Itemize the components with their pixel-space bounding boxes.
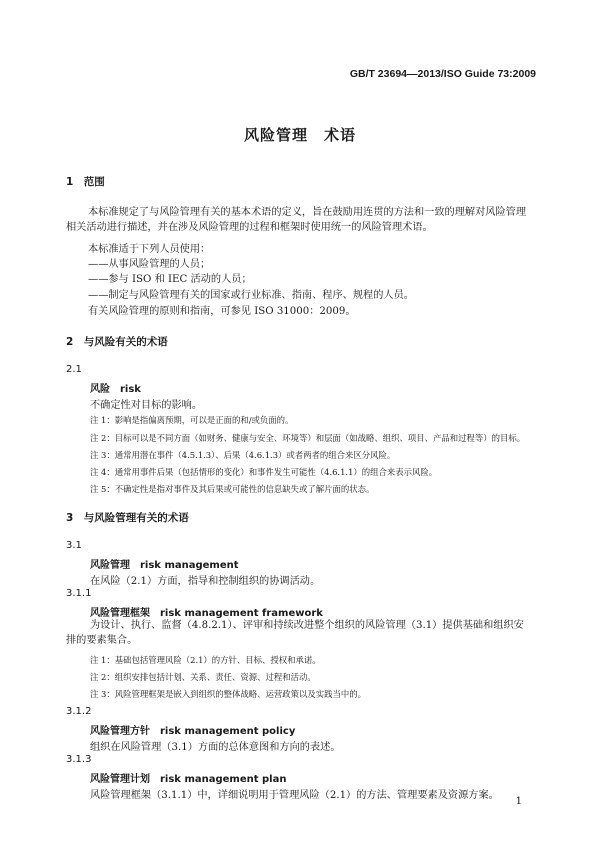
- scope-list-item: ——参与 ISO 和 IEC 活动的人员；: [88, 274, 252, 285]
- term-number: 3.1.2: [66, 706, 92, 717]
- term-definition: 为设计、执行、监督（4.8.2.1）、评审和持续改进整个组织的风险管理（3.1）提供基础和组织安排的要素集合。: [66, 620, 524, 646]
- term-risk-management-framework: 风险管理框架 risk management framework: [90, 608, 323, 619]
- term-number: 2.1: [66, 364, 82, 375]
- term-note: 注 5：不确定性是指对事件及其后果或可能性的信息缺失或了解片面的状态。: [90, 484, 375, 494]
- scope-paragraph: 本标准规定了与风险管理有关的基本术语的定义，旨在鼓励用连贯的方法和一致的理解对风险管理相关活动进行描述，并在涉及风险管理的过程和框架时使用统一的风险管理术语。: [66, 207, 527, 233]
- term-note: 注 2：目标可以是不同方面（如财务、健康与安全、环境等）和层面（如战略、组织、项目、产品和过程等）的目标。: [90, 433, 526, 443]
- term-definition: 风险管理框架（3.1.1）中，详细说明用于管理风险（2.1）的方法、管理要素及资源方案。: [90, 790, 499, 801]
- page-title: 风险管理 术语: [243, 126, 356, 144]
- term-risk: 风险 risk: [90, 384, 141, 395]
- term-risk-management-plan: 风险管理计划 risk management plan: [90, 774, 287, 785]
- scope-users-intro: 本标准适于下列人员使用：: [88, 244, 211, 255]
- standard-code-header: GB/T 23694—2013/ISO Guide 73:2009: [349, 68, 536, 80]
- term-note: 注 3：风险管理框架是嵌入到组织的整体战略、运营政策以及实践当中的。: [90, 689, 366, 699]
- term-note: 注 1：影响是指偏离预期，可以是正面的和/或负面的。: [90, 415, 294, 425]
- scope-list-item: ——从事风险管理的人员；: [88, 259, 211, 270]
- term-risk-management-policy: 风险管理方针 risk management policy: [90, 726, 296, 737]
- scope-reference: 有关风险管理的原则和指南，可参见 ISO 31000：2009。: [88, 306, 356, 317]
- term-number: 3.1.1: [66, 588, 92, 599]
- section-1-heading: 1 范围: [66, 176, 105, 188]
- term-definition: 不确定性对目标的影响。: [90, 400, 203, 411]
- term-risk-management: 风险管理 risk management: [90, 560, 239, 571]
- page-number: 1: [515, 796, 522, 807]
- term-definition: 在风险（2.1）方面，指导和控制组织的协调活动。: [90, 576, 321, 587]
- term-definition: 组织在风险管理（3.1）方面的总体意图和方向的表述。: [90, 742, 341, 753]
- scope-list-item: ——制定与风险管理有关的国家或行业标准、指南、程序、规程的人员。: [88, 290, 414, 301]
- section-2-heading: 2 与风险有关的术语: [66, 336, 168, 348]
- term-note: 注 2：组织安排包括计划、关系、责任、资源、过程和活动。: [90, 672, 316, 682]
- term-note: 注 3：通常用潜在事件（4.5.1.3）、后果（4.6.1.3）或者两者的组合来区分风险。: [90, 450, 396, 460]
- term-note: 注 1：基础包括管理风险（2.1）的方针、目标、授权和承诺。: [90, 655, 321, 665]
- term-number: 3.1: [66, 540, 82, 551]
- section-3-heading: 3 与风险管理有关的术语: [66, 512, 189, 524]
- term-number: 3.1.3: [66, 754, 92, 765]
- term-note: 注 4：通常用事件后果（包括情形的变化）和事件发生可能性（4.6.1.1）的组合来表示风险。: [90, 467, 438, 477]
